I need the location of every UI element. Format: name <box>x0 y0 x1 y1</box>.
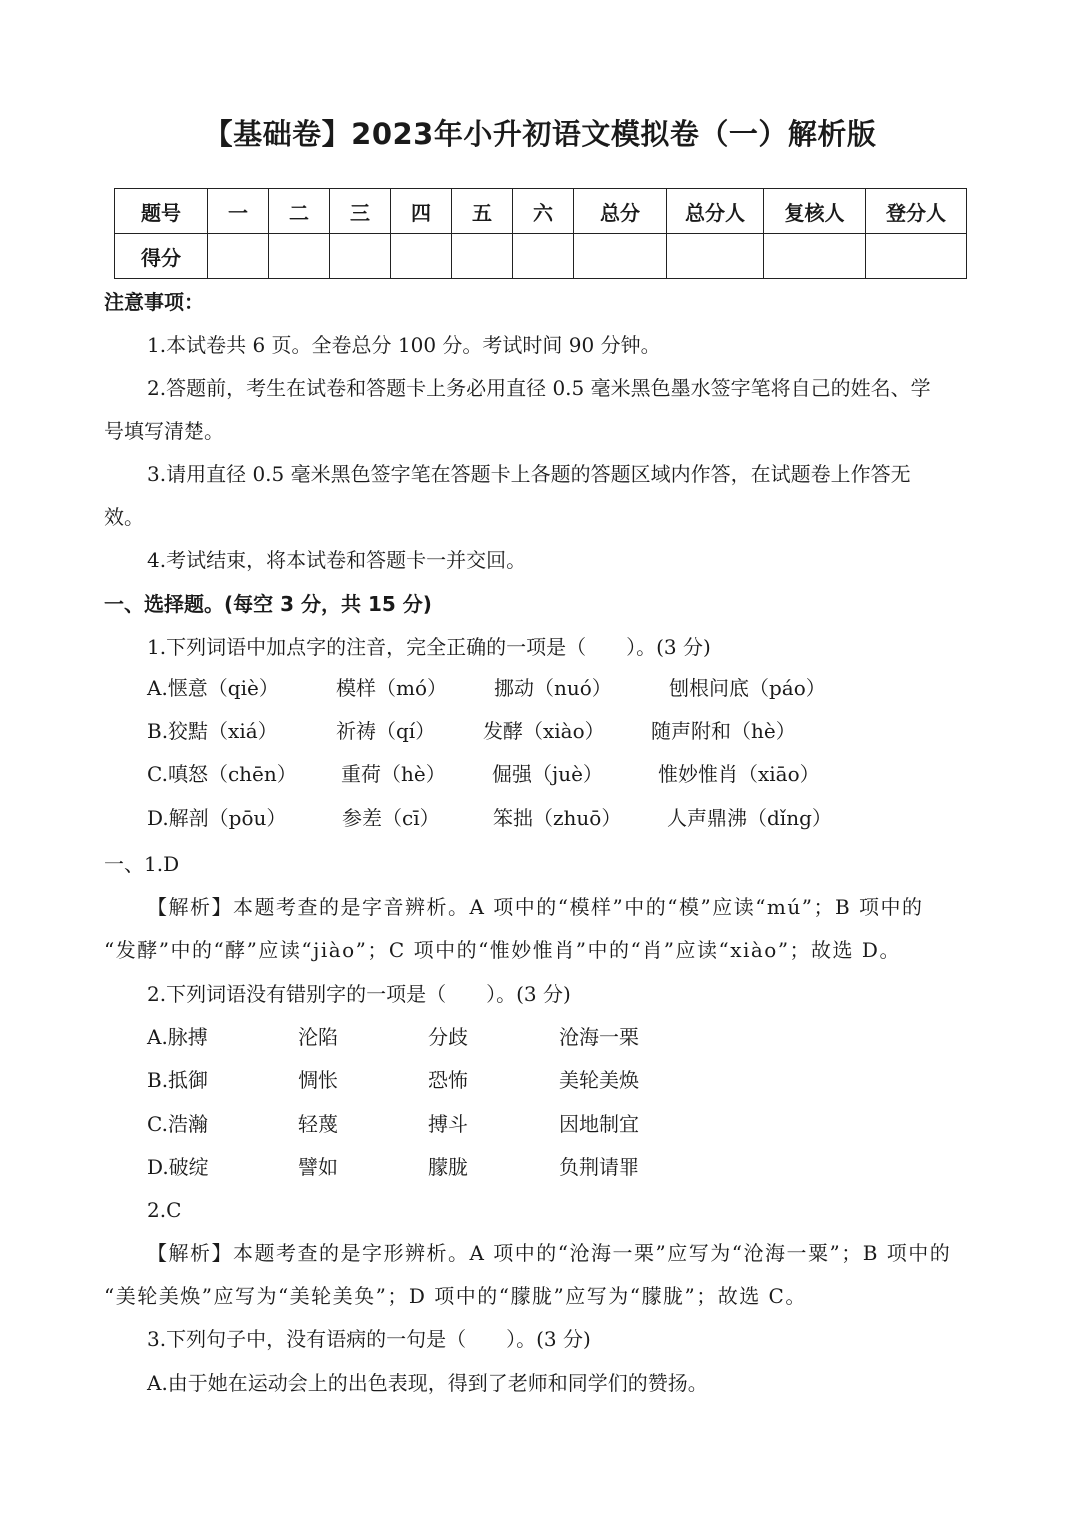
section-heading: 一、选择题。(每空 3 分，共 15 分) <box>104 592 432 616</box>
q1-option-a-word-2: 模样（mó） <box>336 676 448 700</box>
table-header-cell: 登分人 <box>866 189 967 234</box>
q2-option-b-word-4: 美轮美焕 <box>559 1068 639 1092</box>
q1-analysis-line-1: 【解析】本题考查的是字音辨析。A 项中的“模样”中的“模”应读“mú”；B 项中的 <box>147 895 924 919</box>
q2-option-d-word-3: 朦胧 <box>428 1155 468 1179</box>
q2-option-d-word-4: 负荆请罪 <box>559 1155 639 1179</box>
q1-option-b-word-1: B.狡黠（xiá） <box>147 719 278 743</box>
q2-option-d-word-1: D.破绽 <box>147 1155 209 1179</box>
score-cell[interactable] <box>452 234 513 279</box>
score-cell[interactable] <box>269 234 330 279</box>
table-row-label: 得分 <box>115 234 208 279</box>
q2-option-a-word-2: 沦陷 <box>298 1025 338 1049</box>
q1-option-c-word-1: C.嗔怒（chēn） <box>147 762 297 786</box>
q2-option-a-word-4: 沧海一栗 <box>559 1025 639 1049</box>
q1-option-a-word-1: A.惬意（qiè） <box>147 676 279 700</box>
q1-option-d-word-1: D.解剖（pōu） <box>147 806 287 830</box>
q2-option-c-word-4: 因地制宜 <box>559 1112 639 1136</box>
q2-analysis-line-1: 【解析】本题考查的是字形辨析。A 项中的“沧海一栗”应写为“沧海一粟”；B 项中的 <box>147 1241 952 1265</box>
score-cell[interactable] <box>866 234 967 279</box>
q1-option-b-word-3: 发酵（xiào） <box>483 719 605 743</box>
q2-analysis-line-2: “美轮美焕”应写为“美轮美奂”；D 项中的“朦胧”应写为“朦胧”；故选 C。 <box>104 1284 807 1308</box>
score-cell[interactable] <box>574 234 667 279</box>
score-cell[interactable] <box>330 234 391 279</box>
notice-item-4: 4.考试结束，将本试卷和答题卡一并交回。 <box>147 548 527 572</box>
table-header-cell: 总分 <box>574 189 667 234</box>
q1-option-d-word-3: 笨拙（zhuō） <box>493 806 622 830</box>
q2-option-c-word-3: 搏斗 <box>428 1112 468 1136</box>
q2-option-a-word-1: A.脉搏 <box>147 1025 208 1049</box>
notice-item-2-line-2: 号填写清楚。 <box>104 419 224 443</box>
notice-item-3-line-1: 3.请用直径 0.5 毫米黑色签字笔在答题卡上各题的答题区域内作答，在试题卷上作答无 <box>147 462 911 486</box>
notice-item-3-line-2: 效。 <box>104 505 144 529</box>
q1-answer: 一、1.D <box>104 852 180 876</box>
q1-analysis-line-2: “发酵”中的“酵”应读“jiào”；C 项中的“惟妙惟肖”中的“肖”应读“xiào”；故选 D。 <box>104 938 901 962</box>
table-header-cell: 总分人 <box>667 189 764 234</box>
q2-option-c-word-2: 轻蔑 <box>298 1112 338 1136</box>
question-stem: 2.下列词语没有错别字的一项是（ ）。(3 分) <box>147 982 571 1006</box>
table-header-cell: 复核人 <box>764 189 866 234</box>
page-title: 【基础卷】2023年小升初语文模拟卷（一）解析版 <box>203 117 877 151</box>
notice-item-2-line-1: 2.答题前，考生在试卷和答题卡上务必用直径 0.5 毫米黑色墨水签字笔将自己的姓名、学 <box>147 376 931 400</box>
notice-item-1: 1.本试卷共 6 页。全卷总分 100 分。考试时间 90 分钟。 <box>147 333 661 357</box>
score-table-score-row <box>115 234 967 279</box>
score-cell[interactable] <box>764 234 866 279</box>
q1-option-b-word-2: 祈祷（qí） <box>336 719 436 743</box>
q1-option-c-word-4: 惟妙惟肖（xiāo） <box>658 762 820 786</box>
table-header-cell: 四 <box>391 189 452 234</box>
q1-option-b-word-4: 随声附和（hè） <box>651 719 796 743</box>
q2-option-d-word-2: 譬如 <box>298 1155 338 1179</box>
question-stem: 1.下列词语中加点字的注音，完全正确的一项是（ ）。(3 分) <box>147 635 711 659</box>
q1-option-c-word-3: 倔强（juè） <box>492 762 603 786</box>
score-cell[interactable] <box>208 234 269 279</box>
score-cell[interactable] <box>513 234 574 279</box>
q1-option-d-word-4: 人声鼎沸（dǐng） <box>667 806 832 830</box>
q3-option-a: A.由于她在运动会上的出色表现，得到了老师和同学们的赞扬。 <box>147 1371 708 1395</box>
score-table-header-row <box>115 189 967 234</box>
q2-option-b-word-2: 惆怅 <box>298 1068 338 1092</box>
q1-option-a-word-4: 刨根问底（páo） <box>669 676 826 700</box>
q1-option-d-word-2: 参差（cī） <box>342 806 440 830</box>
score-table <box>114 188 967 279</box>
q2-option-c-word-1: C.浩瀚 <box>147 1112 208 1136</box>
q1-option-a-word-3: 挪动（nuó） <box>494 676 612 700</box>
q2-answer: 2.C <box>147 1198 182 1222</box>
q2-option-b-word-1: B.抵御 <box>147 1068 209 1092</box>
score-cell[interactable] <box>391 234 452 279</box>
notice-heading: 注意事项： <box>104 290 204 314</box>
table-header-cell: 题号 <box>115 189 208 234</box>
q2-option-a-word-3: 分歧 <box>428 1025 468 1049</box>
table-header-cell: 一 <box>208 189 269 234</box>
table-header-cell: 五 <box>452 189 513 234</box>
table-header-cell: 二 <box>269 189 330 234</box>
question-stem: 3.下列句子中，没有语病的一句是（ ）。(3 分) <box>147 1327 591 1351</box>
q1-option-c-word-2: 重荷（hè） <box>341 762 446 786</box>
table-header-cell: 六 <box>513 189 574 234</box>
score-cell[interactable] <box>667 234 764 279</box>
q2-option-b-word-3: 恐怖 <box>428 1068 468 1092</box>
table-header-cell: 三 <box>330 189 391 234</box>
